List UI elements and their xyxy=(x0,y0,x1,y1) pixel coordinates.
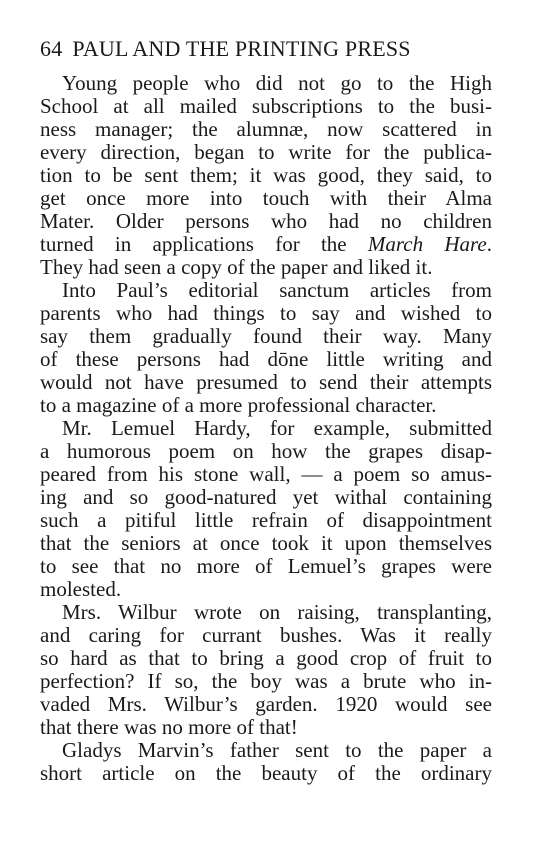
text-line: that the seniors at once took it upon themselves xyxy=(40,531,492,555)
page-number: 64 xyxy=(40,36,63,61)
text-line: so hard as that to bring a good crop of fruit to xyxy=(40,646,492,670)
text-line: Young people who did not go to the High xyxy=(62,71,492,95)
text-fragment: . xyxy=(486,232,493,256)
text-line: such a pitiful little refrain of disappointment xyxy=(40,508,492,532)
page-body-text xyxy=(40,72,492,785)
text-line: tion to be sent them; it was good, they said, to xyxy=(40,163,492,187)
text-line-with-title xyxy=(40,233,492,256)
text-line: a humorous poem on how the grapes disap- xyxy=(40,439,492,463)
text-line: Mrs. Wilbur wrote on raising, transplanting, xyxy=(62,600,492,624)
text-line: School at all mailed subscriptions to the busi- xyxy=(40,94,492,118)
text-line: get once more into touch with their Alma xyxy=(40,186,492,210)
text-line: of these persons had dōne little writing and xyxy=(40,347,492,371)
text-line: Into Paul’s editorial sanctum articles from xyxy=(62,278,492,302)
text-line: that there was no more of that! xyxy=(40,715,298,739)
text-line: Gladys Marvin’s father sent to the paper a xyxy=(62,738,492,762)
text-line: ness manager; the alumnæ, now scattered in xyxy=(40,117,492,141)
text-line: molested. xyxy=(40,577,122,601)
text-line: parents who had things to say and wished to xyxy=(40,301,492,325)
text-line: to a magazine of a more professional character. xyxy=(40,393,437,417)
text-line: peared from his stone wall, — a poem so amus- xyxy=(40,462,492,486)
text-line: short article on the beauty of the ordinary xyxy=(40,761,492,785)
running-header xyxy=(40,36,411,62)
text-line: They had seen a copy of the paper and liked it. xyxy=(40,255,433,279)
text-line: Mr. Lemuel Hardy, for example, submitted xyxy=(62,416,492,440)
magazine-title: March Hare xyxy=(367,232,487,256)
text-line: say them gradually found their way. Many xyxy=(40,324,492,348)
text-line: every direction, began to write for the publica- xyxy=(40,140,492,164)
running-title: PAUL AND THE PRINTING PRESS xyxy=(72,36,411,61)
text-line: Mater. Older persons who had no children xyxy=(40,209,492,233)
text-line: would not have presumed to send their attempts xyxy=(40,370,492,394)
text-line: ing and so good-natured yet withal containing xyxy=(40,485,492,509)
text-line: and caring for currant bushes. Was it really xyxy=(40,623,492,647)
text-line: vaded Mrs. Wilbur’s garden. 1920 would see xyxy=(40,692,492,716)
text-line: to see that no more of Lemuel’s grapes were xyxy=(40,554,492,578)
text-line: perfection? If so, the boy was a brute who in- xyxy=(40,669,492,693)
text-fragment: turned in applications for the xyxy=(40,232,347,256)
